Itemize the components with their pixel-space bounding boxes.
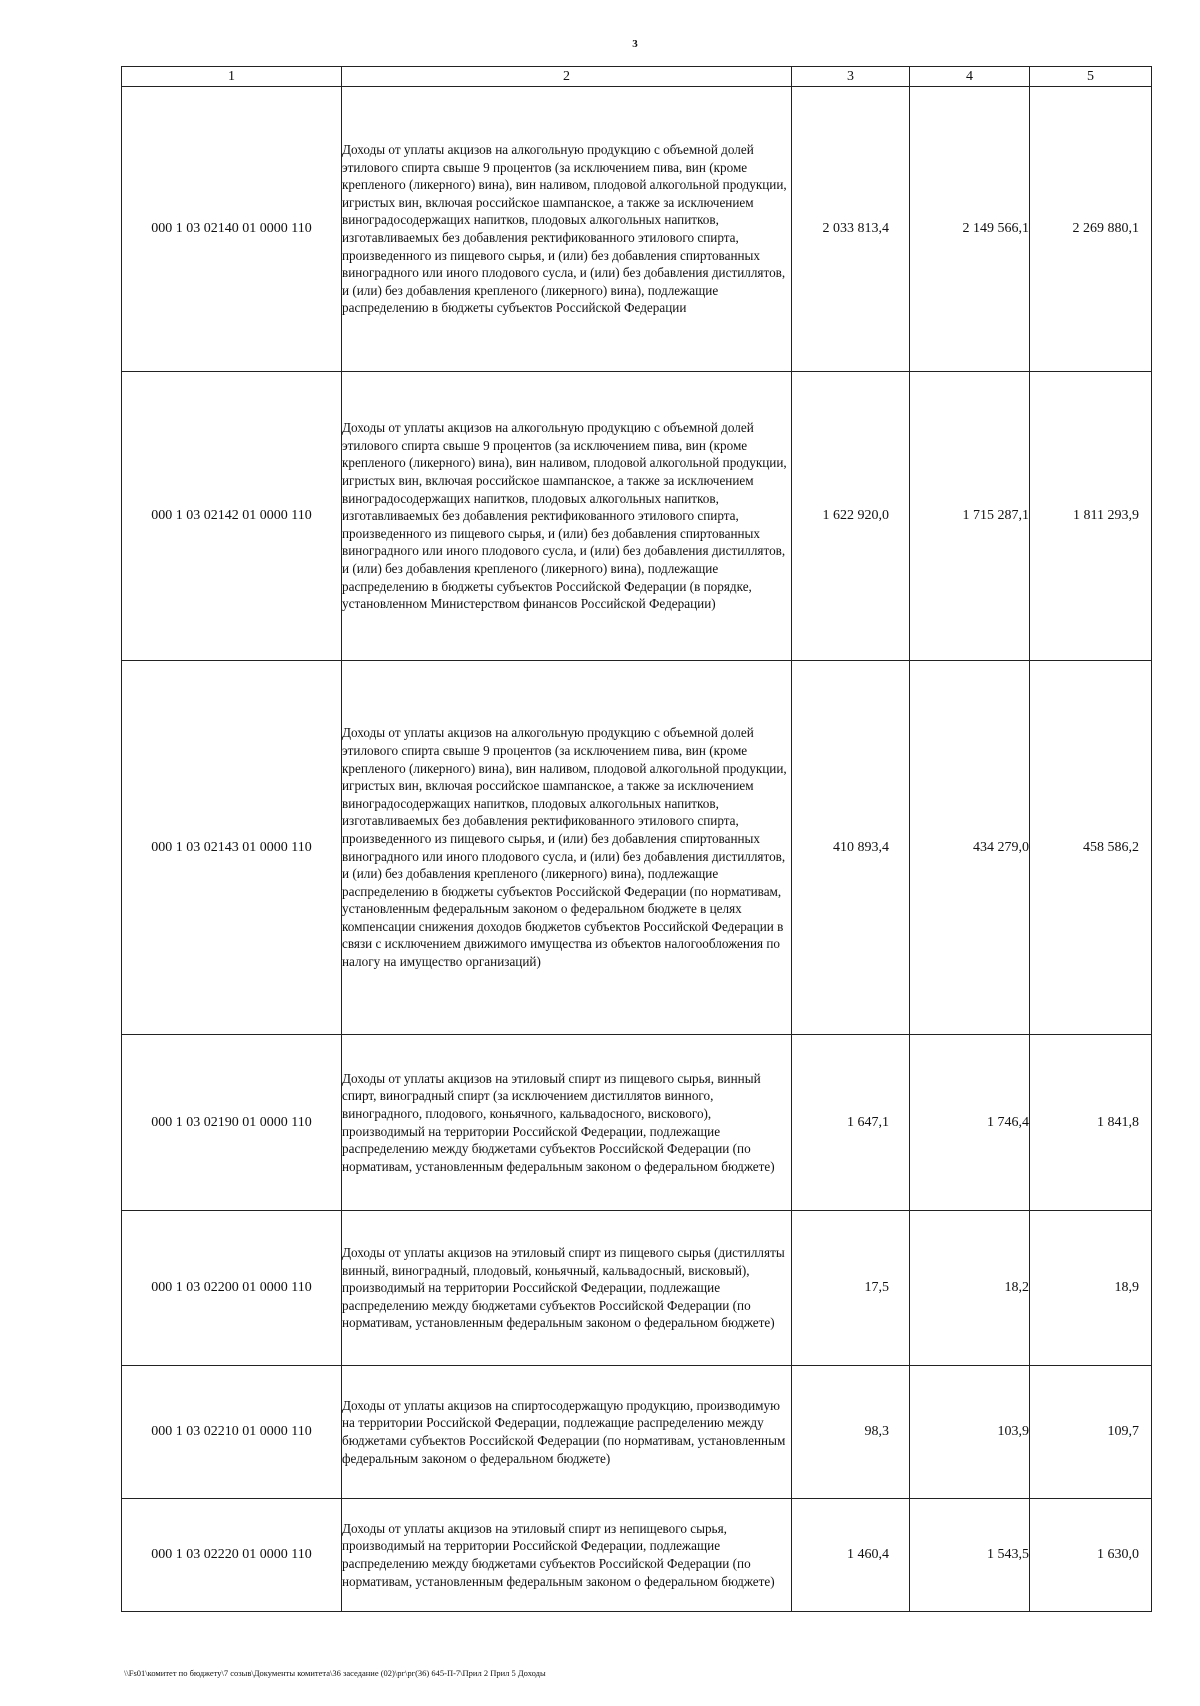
revenue-description: Доходы от уплаты акцизов на спиртосодержащую продукцию, производимую на территории Российской Федерации, подлежащие распределению между бюджетами субъектов Российской Федерации (по нормативам, установленным федеральным законом о федеральном бюджете) (342, 1366, 792, 1499)
value-column-3: 1 460,4 (792, 1499, 910, 1612)
value-column-3: 410 893,4 (792, 661, 910, 1035)
column-header-4: 4 (910, 67, 1030, 87)
value-column-4: 103,9 (910, 1366, 1030, 1499)
value-column-3: 1 647,1 (792, 1035, 910, 1211)
revenue-description: Доходы от уплаты акцизов на этиловый спирт из пищевого сырья, винный спирт, виноградный спирт (за исключением дистиллятов винного, виноградного, плодового, коньячного, кальвадосного, вискового), производимый на территории Российской Федерации, подлежащие распределению между бюджетами субъектов Российской Федерации (по нормативам, установленным федеральным законом о федеральном бюджете) (342, 1035, 792, 1211)
value-column-5: 458 586,2 (1030, 661, 1152, 1035)
value-column-4: 18,2 (910, 1211, 1030, 1366)
column-header-3: 3 (792, 67, 910, 87)
table-row (122, 1366, 1152, 1499)
table-row (122, 661, 1152, 1035)
value-column-3: 1 622 920,0 (792, 372, 910, 661)
budget-code: 000 1 03 02142 01 0000 110 (122, 372, 342, 661)
table-row (122, 1499, 1152, 1612)
budget-code: 000 1 03 02220 01 0000 110 (122, 1499, 342, 1612)
value-column-5: 2 269 880,1 (1030, 87, 1152, 372)
budget-code: 000 1 03 02143 01 0000 110 (122, 661, 342, 1035)
value-column-5: 1 630,0 (1030, 1499, 1152, 1612)
value-column-5: 18,9 (1030, 1211, 1152, 1366)
budget-code: 000 1 03 02210 01 0000 110 (122, 1366, 342, 1499)
value-column-4: 2 149 566,1 (910, 87, 1030, 372)
column-header-2: 2 (342, 67, 792, 87)
value-column-3: 98,3 (792, 1366, 910, 1499)
value-column-4: 434 279,0 (910, 661, 1030, 1035)
budget-code: 000 1 03 02200 01 0000 110 (122, 1211, 342, 1366)
budget-code: 000 1 03 02140 01 0000 110 (122, 87, 342, 372)
table-row (122, 372, 1152, 661)
revenue-description: Доходы от уплаты акцизов на алкогольную продукцию с объемной долей этилового спирта свыше 9 процентов (за исключением пива, вин (кроме крепленого (ликерного) вина), вин наливом, плодовой алкогольной продукции, игристых вин, включая российское шампанское, а также за исключением виноградосодержащих напитков, плодовых алкогольных напитков, изготавливаемых без добавления ректификованного этилового спирта, произведенного из пищевого сырья, и (или) без добавления спиртованных виноградного или иного плодового сусла, и (или) без добавления дистиллятов, и (или) без добавления крепленого (ликерного) вина), подлежащие распределению в бюджеты субъектов Российской Федерации (в порядке, установленном Министерством финансов Российской Федерации) (342, 372, 792, 661)
revenue-description: Доходы от уплаты акцизов на алкогольную продукцию с объемной долей этилового спирта свыше 9 процентов (за исключением пива, вин (кроме крепленого (ликерного) вина), вин наливом, плодовой алкогольной продукции, игристых вин, включая российское шампанское, а также за исключением виноградосодержащих напитков, плодовых алкогольных напитков, изготавливаемых без добавления ректификованного этилового спирта, произведенного из пищевого сырья, и (или) без добавления спиртованных виноградного или иного плодового сусла, и (или) без добавления дистиллятов, и (или) без добавления крепленого (ликерного) вина), подлежащие распределению в бюджеты субъектов Российской Федерации (342, 87, 792, 372)
value-column-4: 1 715 287,1 (910, 372, 1030, 661)
header-row (122, 67, 1152, 87)
table-row (122, 1035, 1152, 1211)
column-header-5: 5 (1030, 67, 1152, 87)
revenue-table (121, 66, 1152, 1612)
page-number: 3 (632, 38, 638, 50)
value-column-3: 2 033 813,4 (792, 87, 910, 372)
value-column-5: 1 811 293,9 (1030, 372, 1152, 661)
revenue-description: Доходы от уплаты акцизов на этиловый спирт из пищевого сырья (дистилляты винный, виноградный, плодовый, коньячный, кальвадосный, висковый), производимый на территории Российской Федерации, подлежащие распределению между бюджетами субъектов Российской Федерации (по нормативам, установленным федеральным законом о федеральном бюджете) (342, 1211, 792, 1366)
revenue-description: Доходы от уплаты акцизов на алкогольную продукцию с объемной долей этилового спирта свыше 9 процентов (за исключением пива, вин (кроме крепленого (ликерного) вина), вин наливом, плодовой алкогольной продукции, игристых вин, включая российское шампанское, а также за исключением виноградосодержащих напитков, плодовых алкогольных напитков, изготавливаемых без добавления ректификованного этилового спирта, произведенного из пищевого сырья, и (или) без добавления спиртованных виноградного или иного плодового сусла, и (или) без добавления дистиллятов, и (или) без добавления крепленого (ликерного) вина), подлежащие распределению в бюджеты субъектов Российской Федерации (по нормативам, установленным федеральным законом о федеральном бюджете в целях компенсации снижения доходов бюджетов субъектов Российской Федерации в связи с исключением движимого имущества из объектов налогообложения по налогу на имущество организаций) (342, 661, 792, 1035)
table-row (122, 87, 1152, 372)
column-header-1: 1 (122, 67, 342, 87)
budget-code: 000 1 03 02190 01 0000 110 (122, 1035, 342, 1211)
revenue-description: Доходы от уплаты акцизов на этиловый спирт из непищевого сырья, производимый на территории Российской Федерации, подлежащие распределению между бюджетами субъектов Российской Федерации (по нормативам, установленным федеральным законом о федеральном бюджете) (342, 1499, 792, 1612)
table-row (122, 1211, 1152, 1366)
value-column-3: 17,5 (792, 1211, 910, 1366)
value-column-5: 109,7 (1030, 1366, 1152, 1499)
value-column-4: 1 543,5 (910, 1499, 1030, 1612)
footer-file-path: \\Fs01\комитет по бюджету\7 созыв\Документы комитета\36 заседание (02)\рг\рг(36) 645-П-7\Прил 2 Прил 5 Доходы (124, 1668, 546, 1678)
value-column-5: 1 841,8 (1030, 1035, 1152, 1211)
value-column-4: 1 746,4 (910, 1035, 1030, 1211)
